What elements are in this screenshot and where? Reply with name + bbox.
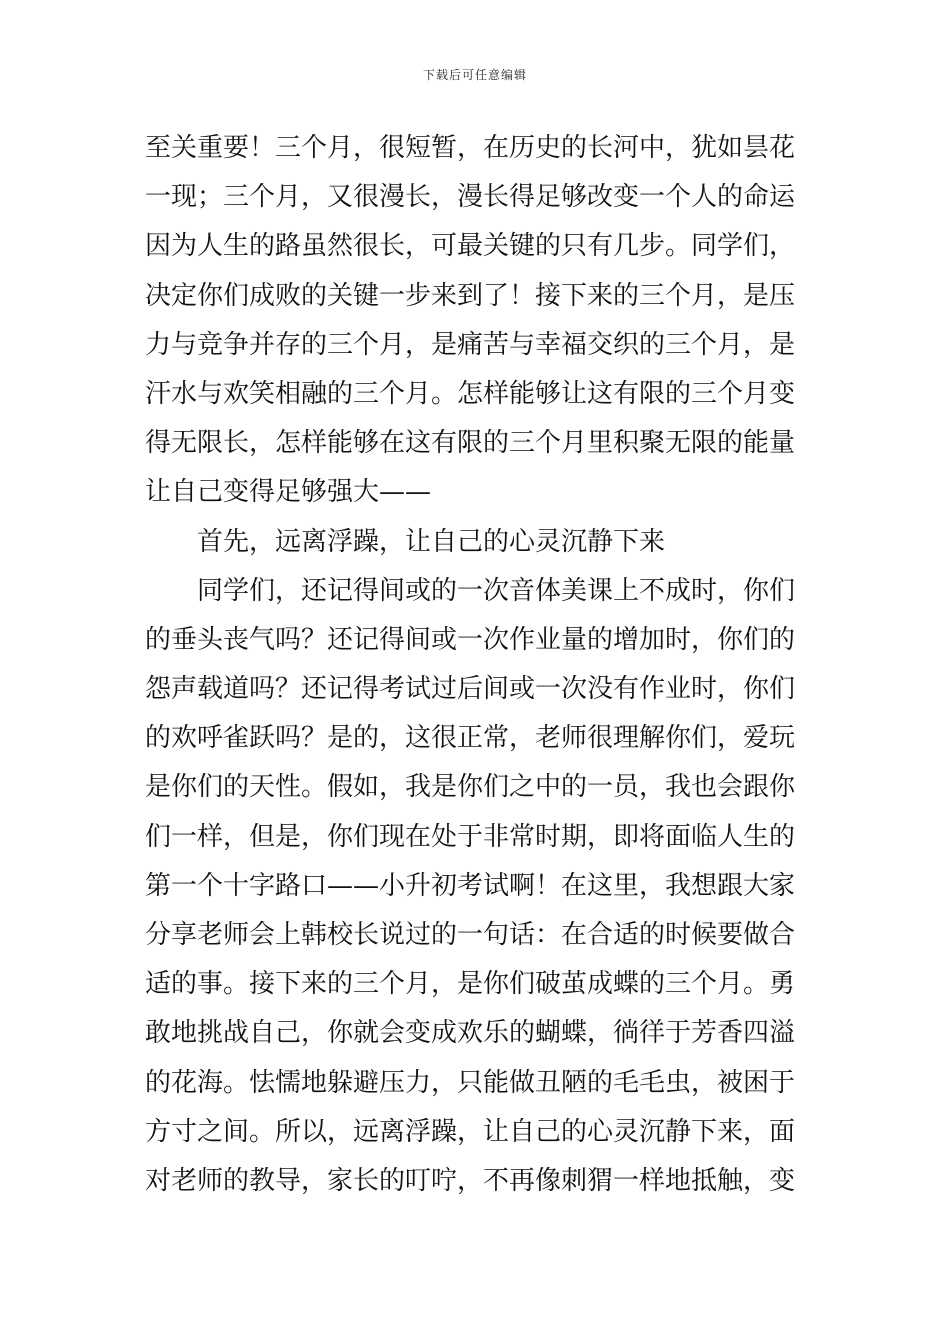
text-line: 敢地挑战自己，你就会变成欢乐的蝴蝶，徜徉于芳香四溢	[145, 1018, 796, 1049]
text-line: 一现；三个月，又很漫长，漫长得足够改变一个人的命运	[145, 182, 796, 213]
text-line: 得无限长，怎样能够在这有限的三个月里积聚无限的能量	[145, 428, 796, 459]
page-header: 下载后可任意编辑	[422, 68, 527, 82]
document-body	[145, 124, 810, 1206]
paragraph-start-line: 同学们，还记得间或的一次音体美课上不成时，你们	[197, 575, 796, 606]
text-line: 们一样，但是，你们现在处于非常时期，即将面临人生的	[145, 821, 796, 852]
text-line: 对老师的教导，家长的叮咛，不再像刺猬一样地抵触，变	[145, 1165, 796, 1196]
text-line: 方寸之间。所以，远离浮躁，让自己的心灵沉静下来，面	[145, 1116, 796, 1147]
text-line: 决定你们成败的关键一步来到了！接下来的三个月，是压	[145, 280, 796, 311]
section-heading: 首先，远离浮躁，让自己的心灵沉静下来	[197, 526, 666, 557]
text-line: 适的事。接下来的三个月，是你们破茧成蝶的三个月。勇	[145, 969, 796, 1000]
text-line: 的垂头丧气吗？还记得间或一次作业量的增加时，你们的	[145, 624, 796, 655]
text-line: 第一个十字路口——小升初考试啊！在这里，我想跟大家	[145, 870, 796, 901]
text-line: 至关重要！三个月，很短暂，在历史的长河中，犹如昙花	[145, 133, 796, 163]
text-line: 的欢呼雀跃吗？是的，这很正常，老师很理解你们，爱玩	[145, 723, 796, 754]
text-line: 的花海。怯懦地躲避压力，只能做丑陋的毛毛虫，被困于	[145, 1067, 796, 1098]
text-line: 分享老师会上韩校长说过的一句话：在合适的时候要做合	[145, 920, 796, 950]
text-line: 因为人生的路虽然很长，可最关键的只有几步。同学们，	[145, 231, 796, 262]
text-line: 汗水与欢笑相融的三个月。怎样能够让这有限的三个月变	[145, 378, 796, 409]
text-line: 力与竞争并存的三个月，是痛苦与幸福交织的三个月，是	[145, 329, 796, 360]
text-line: 让自己变得足够强大——	[145, 477, 432, 508]
text-line: 怨声载道吗？还记得考试过后间或一次没有作业时，你们	[145, 674, 796, 705]
text-line: 是你们的天性。假如，我是你们之中的一员，我也会跟你	[145, 772, 796, 803]
